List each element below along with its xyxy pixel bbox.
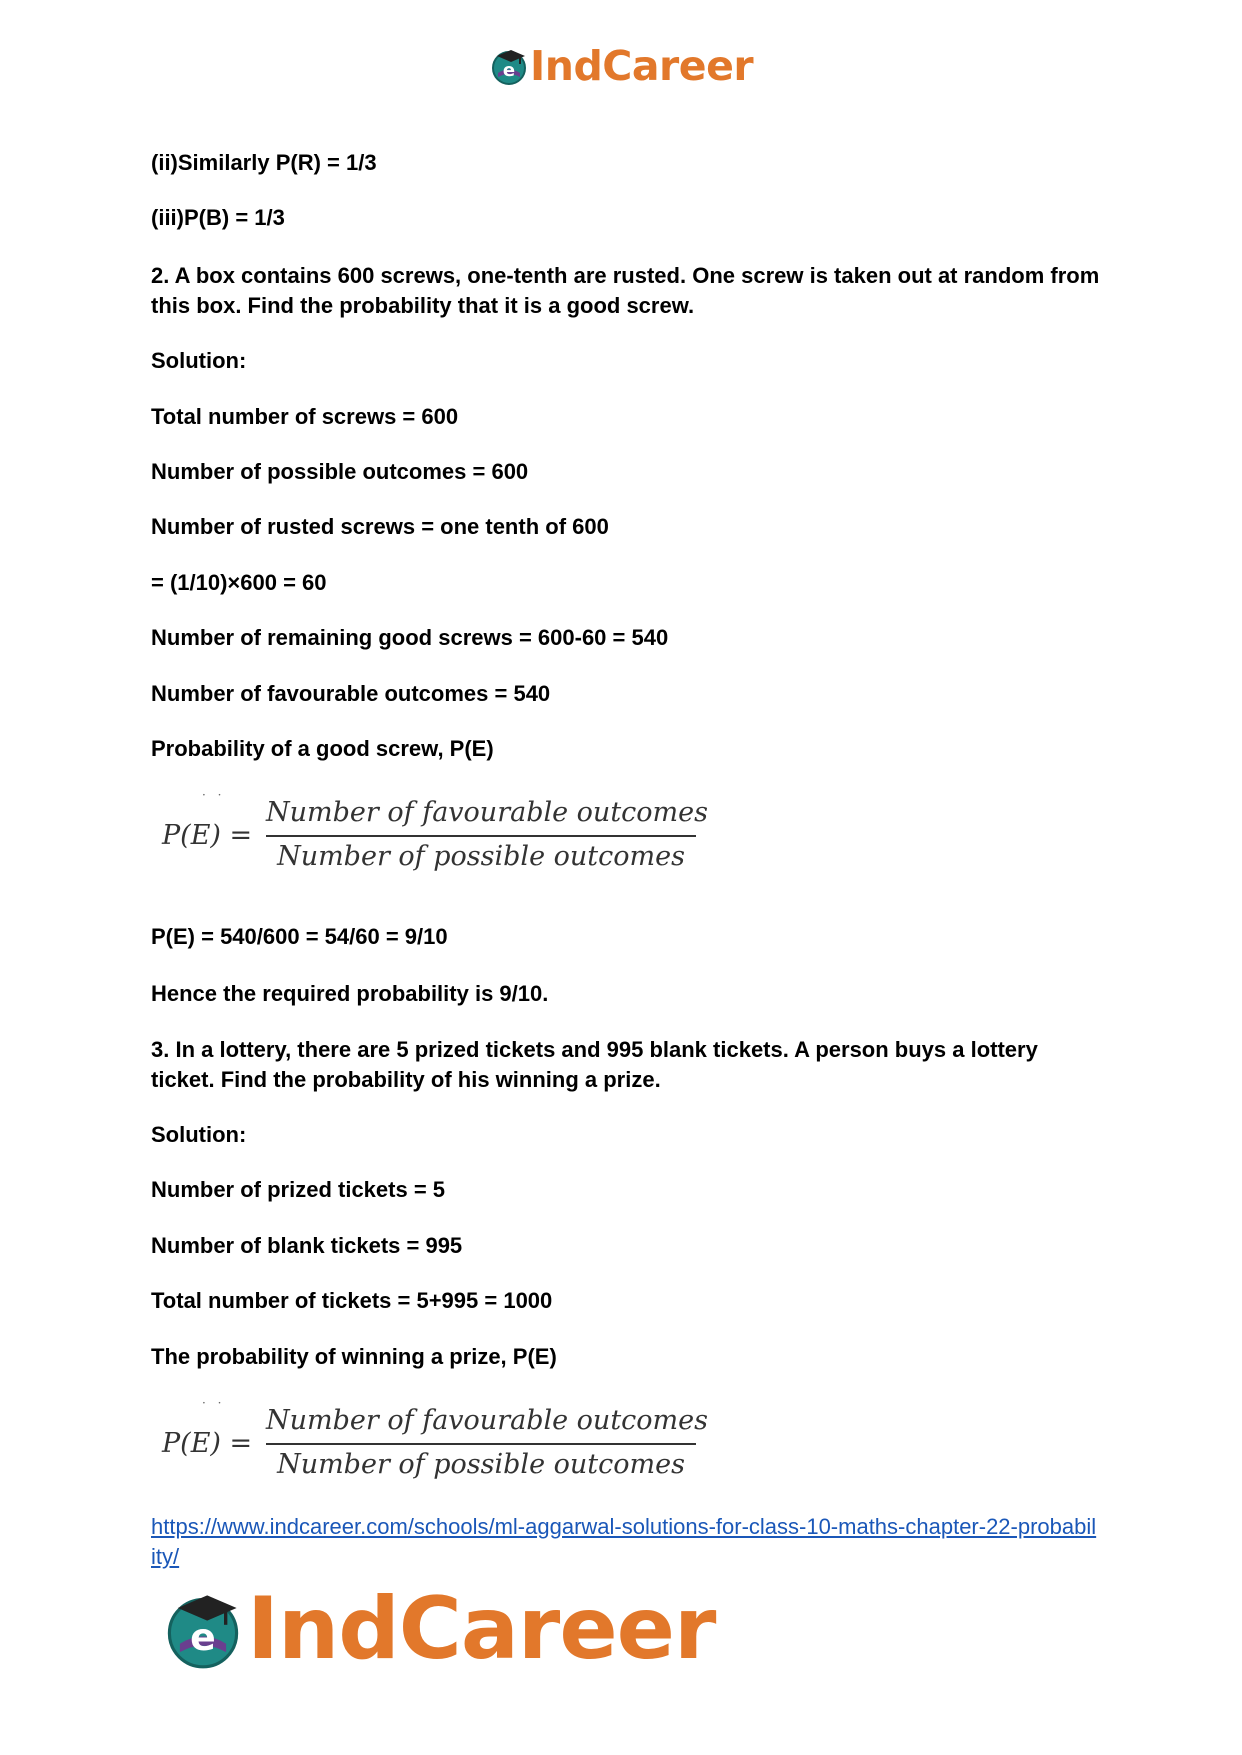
probability-formula: · · P(E) = Number of favourable outcomes Number of possible outcomes: [162, 1396, 708, 1480]
question-2: 2. A box contains 600 screws, one-tenth are rusted. One screw is taken out at random from this box. Find the probability that it is a good screw.: [151, 263, 1100, 318]
formula-lhs: P(E) =: [162, 820, 253, 851]
solution-heading: Solution:: [151, 1122, 247, 1147]
text-line: Number of remaining good screws = 600-60 = 540: [151, 625, 669, 650]
svg-text:e: e: [502, 60, 516, 81]
text-line: Number of rusted screws = one tenth of 600: [151, 514, 609, 539]
question-3: 3. In a lottery, there are 5 prized tickets and 995 blank tickets. A person buys a lottery ticket. Find the probability of his winning a prize.: [151, 1037, 1038, 1092]
text-line: = (1/10)×600 = 60: [151, 570, 327, 595]
logo-wordmark: IndCareer: [530, 42, 754, 90]
text-line: Total number of tickets = 5+995 = 1000: [151, 1288, 553, 1313]
text-line: Number of prized tickets = 5: [151, 1177, 446, 1202]
text-line: Probability of a good screw, P(E): [151, 736, 494, 761]
graduation-cap-globe-icon: [489, 46, 529, 86]
text-line: P(E) = 540/600 = 54/60 = 9/10: [151, 924, 448, 949]
footer-logo: [161, 1579, 716, 1679]
text-line: Number of favourable outcomes = 540: [151, 681, 551, 706]
text-line: Total number of screws = 600: [151, 404, 459, 429]
formula-lhs: P(E) =: [162, 1428, 253, 1459]
formula-numerator: Number of favourable outcomes: [266, 797, 708, 828]
fraction-bar: [266, 1443, 696, 1445]
text-line: Hence the required probability is 9/10.: [151, 981, 549, 1006]
text-line: (ii)Similarly P(R) = 1/3: [151, 150, 377, 175]
logo-wordmark: IndCareer: [247, 1579, 716, 1679]
graduation-cap-globe-icon: [161, 1587, 245, 1671]
formula-denominator: Number of possible outcomes: [277, 1449, 685, 1480]
fraction-bar: [266, 835, 696, 837]
text-line: The probability of winning a prize, P(E): [151, 1344, 557, 1369]
text-line: Number of blank tickets = 995: [151, 1233, 463, 1258]
probability-formula: · · P(E) = Number of favourable outcomes Number of possible outcomes: [162, 788, 708, 872]
solution-heading: Solution:: [151, 348, 247, 373]
text-line: Number of possible outcomes = 600: [151, 459, 529, 484]
formula-numerator: Number of favourable outcomes: [266, 1405, 708, 1436]
source-link[interactable]: https://www.indcareer.com/schools/ml-aggarwal-solutions-for-class-10-maths-chapter-22-probability/: [151, 1514, 1097, 1569]
formula-denominator: Number of possible outcomes: [277, 841, 685, 872]
svg-text:e: e: [190, 1615, 216, 1659]
text-line: (iii)P(B) = 1/3: [151, 205, 285, 230]
header-logo: [489, 43, 753, 89]
